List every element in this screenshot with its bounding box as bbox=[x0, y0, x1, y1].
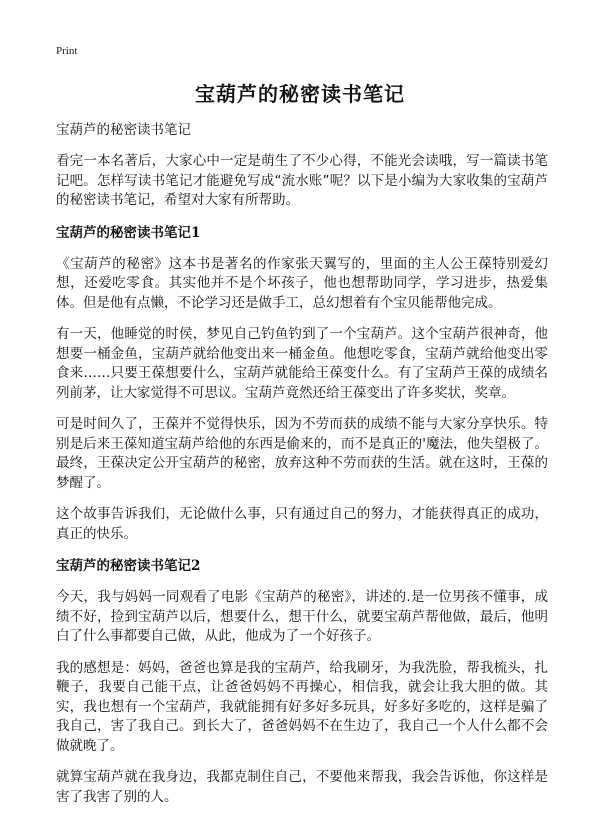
paragraph: 《宝葫芦的秘密》这本书是著名的作家张天翼写的，里面的主人公王葆特别爱幻想，还爱吃零食。其实他并不是个坏孩子，他也想帮助同学，学习进步，热爱集体。但是他有点懒，不论学习还是做手工，总幻想着有个宝贝能帮他完成。 bbox=[56, 255, 548, 311]
section-heading-1: 宝葫芦的秘密读书笔记1 bbox=[56, 224, 201, 241]
print-link[interactable]: Print bbox=[56, 45, 78, 57]
section-heading-2: 宝葫芦的秘密读书笔记2 bbox=[56, 558, 201, 574]
paragraph: 我的感想是：妈妈，爸爸也算是我的宝葫芦，给我刷牙，为我洗脸，帮我梳头，扎鞭子，我要自己能干点，让爸爸妈妈不再操心，相信我，就会让我大胆的做。其实，我也想有一个宝葫芦，我就能拥有好多好多玩具，好多好多吃的，这样是骗了我自己，害了我自己。到长大了，爸爸妈妈不在生边了，我自己一个人什么都不会做就晚了。 bbox=[56, 659, 548, 754]
paragraph: 这个故事告诉我们，无论做什么事，只有通过自己的努力，才能获得真正的成功，真正的快乐。 bbox=[56, 506, 548, 542]
intro-paragraph: 看完一本名著后，大家心中一定是萌生了不少心得，不能光会读哦，写一篇读书笔记吧。怎样写读书笔记才能避免写成“流水账”呢？以下是小编为大家收集的宝葫芦的秘密读书笔记，希望对大家有所帮助。 bbox=[56, 153, 548, 208]
paragraph: 今天，我与妈妈一同观看了电影《宝葫芦的秘密》，讲述的.是一位男孩不懂事，成绩不好，捡到宝葫芦以后，想要什么，想干什么，就要宝葫芦帮他做，最后，他明白了什么事都要自己做，从此，他成为了一个好孩子。 bbox=[56, 589, 548, 644]
article-subtitle: 宝葫芦的秘密读书笔记 bbox=[56, 122, 191, 138]
page-title: 宝葫芦的秘密读书笔记 bbox=[195, 82, 405, 106]
article-body bbox=[56, 120, 548, 819]
paragraph: 就算宝葫芦就在我身边，我都克制住自己，不要他来帮我，我会告诉他，你这样是害了我害了别的人。 bbox=[56, 769, 548, 805]
paragraph: 有一天，他睡觉的时侯，梦见自己钓鱼钓到了一个宝葫芦。这个宝葫芦很神奇，他想要一桶金鱼，宝葫芦就给他变出来一桶金鱼。他想吃零食，宝葫芦就给他变出零食来……只要王葆想要什么，宝葫芦就能给王葆变什么。有了宝葫芦王葆的成绩名列前茅，让大家觉得不可思议。宝葫芦竟然还给王葆变出了许多奖状，奖章。 bbox=[56, 326, 548, 401]
paragraph: 可是时间久了，王葆并不觉得快乐，因为不劳而获的成绩不能与大家分享快乐。特别是后来王葆知道宝葫芦给他的东西是偷来的，而不是真正的'魔法，他失望极了。最终，王葆决定公开宝葫芦的秘密，放弃这种不劳而获的生活。就在这时，王葆的梦醒了。 bbox=[56, 416, 548, 491]
